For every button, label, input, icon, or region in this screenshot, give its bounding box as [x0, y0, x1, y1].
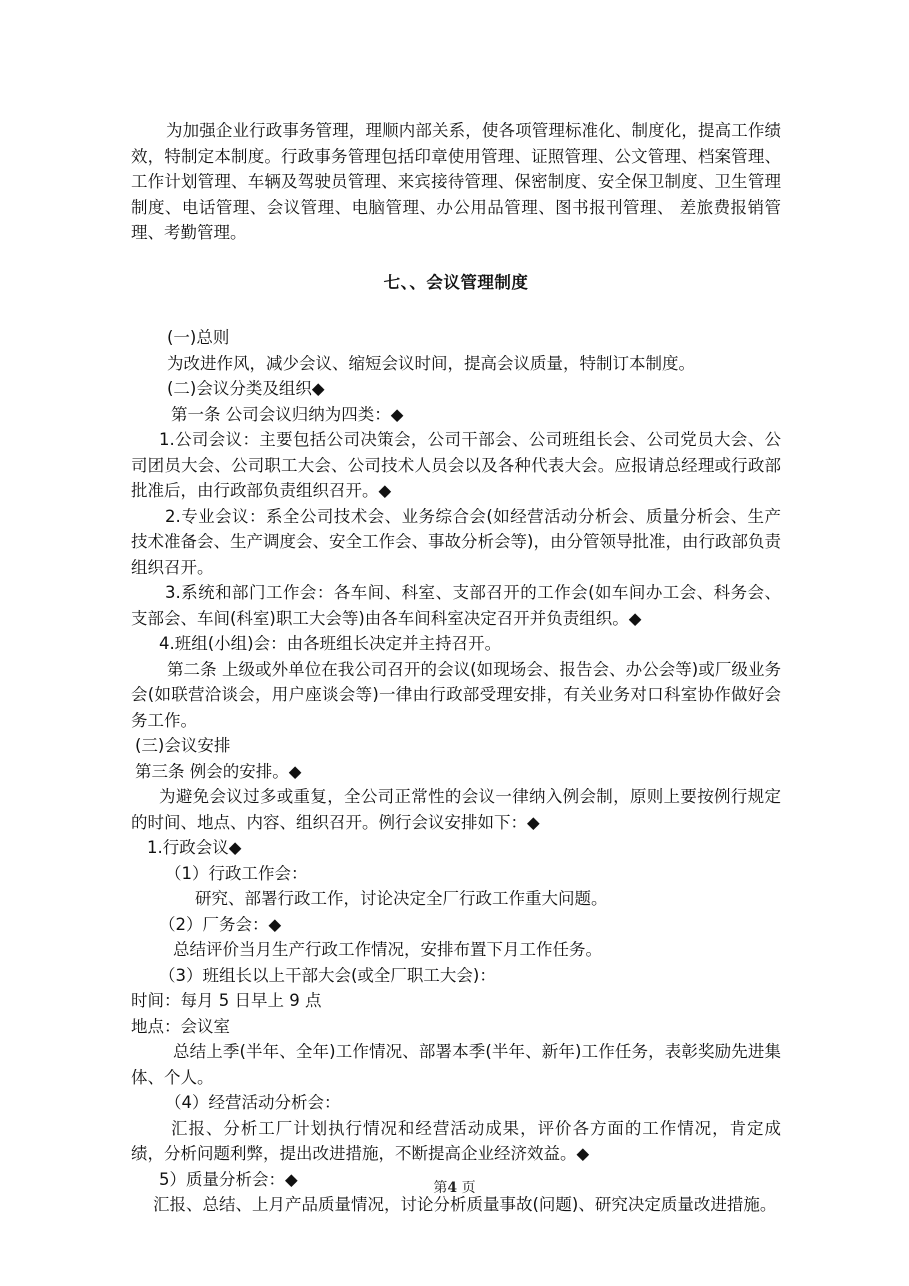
subheading: （4）经营活动分析会： [165, 1093, 341, 1112]
article-1: 第一条 公司会议归纳为四类：◆ [171, 404, 404, 424]
section-title: 七、、会议管理制度 [383, 272, 529, 292]
page-number: 4 [447, 1180, 458, 1196]
list-item: 1.公司会议：主要包括公司决策会，公司干部会、公司班组长会、公司党员大会、公司团员大会、公司职工大会、公司技术人员会以及各种代表大会。应报请总经理或行政部批准后，由行政部负责组织召开。◆ [131, 430, 781, 500]
paragraph: 为避免会议过多或重复，全公司正常性的会议一律纳入例会制，原则上要按例行规定的时间、地点、内容、组织召开。例行会议安排如下：◆ [131, 787, 781, 832]
list-item: 2.专业会议：系全公司技术会、业务综合会(如经营活动分析会、质量分析会、生产技术准备会、生产调度会、安全工作会、事故分析会等)，由分管领导批准，由行政部负责组织召开。 [131, 506, 781, 577]
heading-general-rules: (一)总则 [167, 328, 230, 347]
heading-meeting-categories: (二)会议分类及组织◆ [167, 379, 325, 398]
list-item: 3.系统和部门工作会：各车间、科室、支部召开的工作会(如车间办工会、科务会、支部会、车间(科室)职工大会等)由各车间科室决定召开并负责组织。◆ [131, 583, 781, 628]
intro-paragraph: 为加强企业行政事务管理，理顺内部关系，使各项管理标准化、制度化，提高工作绩效，特制定本制度。行政事务管理包括印章使用管理、证照管理、公文管理、档案管理、工作计划管理、车辆及驾驶员管理、来宾接待管理、保密制度、安全保卫制度、卫生管理制度、电话管理、会议管理、电脑管理、办公用品管理、图书报刊管理、 差旅费报销管理、考勤管理。 [131, 121, 781, 242]
paragraph: 研究、部署行政工作，讨论决定全厂行政工作重大问题。 [195, 889, 608, 908]
subheading: 1.行政会议◆ [147, 838, 242, 857]
article-2: 第二条 上级或外单位在我公司召开的会议(如现场会、报告会、办公会等)或厂级业务会(如联营洽谈会，用户座谈会等)一律由行政部受理安排，有关业务对口科室协作做好会务工作。 [131, 659, 781, 730]
document-body [131, 118, 781, 1218]
list-item: 4.班组(小组)会：由各班组长决定并主持召开。 [159, 634, 502, 653]
article-3: 第三条 例会的安排。◆ [135, 761, 302, 781]
meeting-location: 地点：会议室 [131, 1016, 230, 1036]
paragraph: 汇报、分析工厂计划执行情况和经营活动成果，评价各方面的工作情况，肯定成绩，分析问题利弊，提出改进措施，不断提高企业经济效益。◆ [131, 1118, 781, 1163]
heading-meeting-arrangement: (三)会议安排 [135, 736, 231, 755]
subheading: （3）班组长以上干部大会(或全厂职工大会)： [159, 965, 496, 985]
footer-prefix: 第 [433, 1180, 448, 1196]
subheading: （1）行政工作会： [165, 863, 308, 883]
paragraph: 为改进作风，减少会议、缩短会议时间，提高会议质量，特制订本制度。 [167, 353, 695, 373]
paragraph: 总结上季(半年、全年)工作情况、部署本季(半年、新年)工作任务，表彰奖励先进集体、个人。 [131, 1042, 781, 1087]
paragraph: 汇报、总结、上月产品质量情况，讨论分析质量事故(问题)、研究决定质量改进措施。 [153, 1195, 777, 1214]
meeting-time: 时间：每月 5 日早上 9 点 [131, 991, 322, 1010]
subheading: （2）厂务会：◆ [159, 914, 282, 934]
page-footer [0, 1177, 909, 1197]
subheading: 5）质量分析会：◆ [159, 1169, 298, 1189]
paragraph: 总结评价当月生产行政工作情况，安排布置下月工作任务。 [173, 940, 602, 959]
footer-suffix: 页 [457, 1180, 476, 1196]
